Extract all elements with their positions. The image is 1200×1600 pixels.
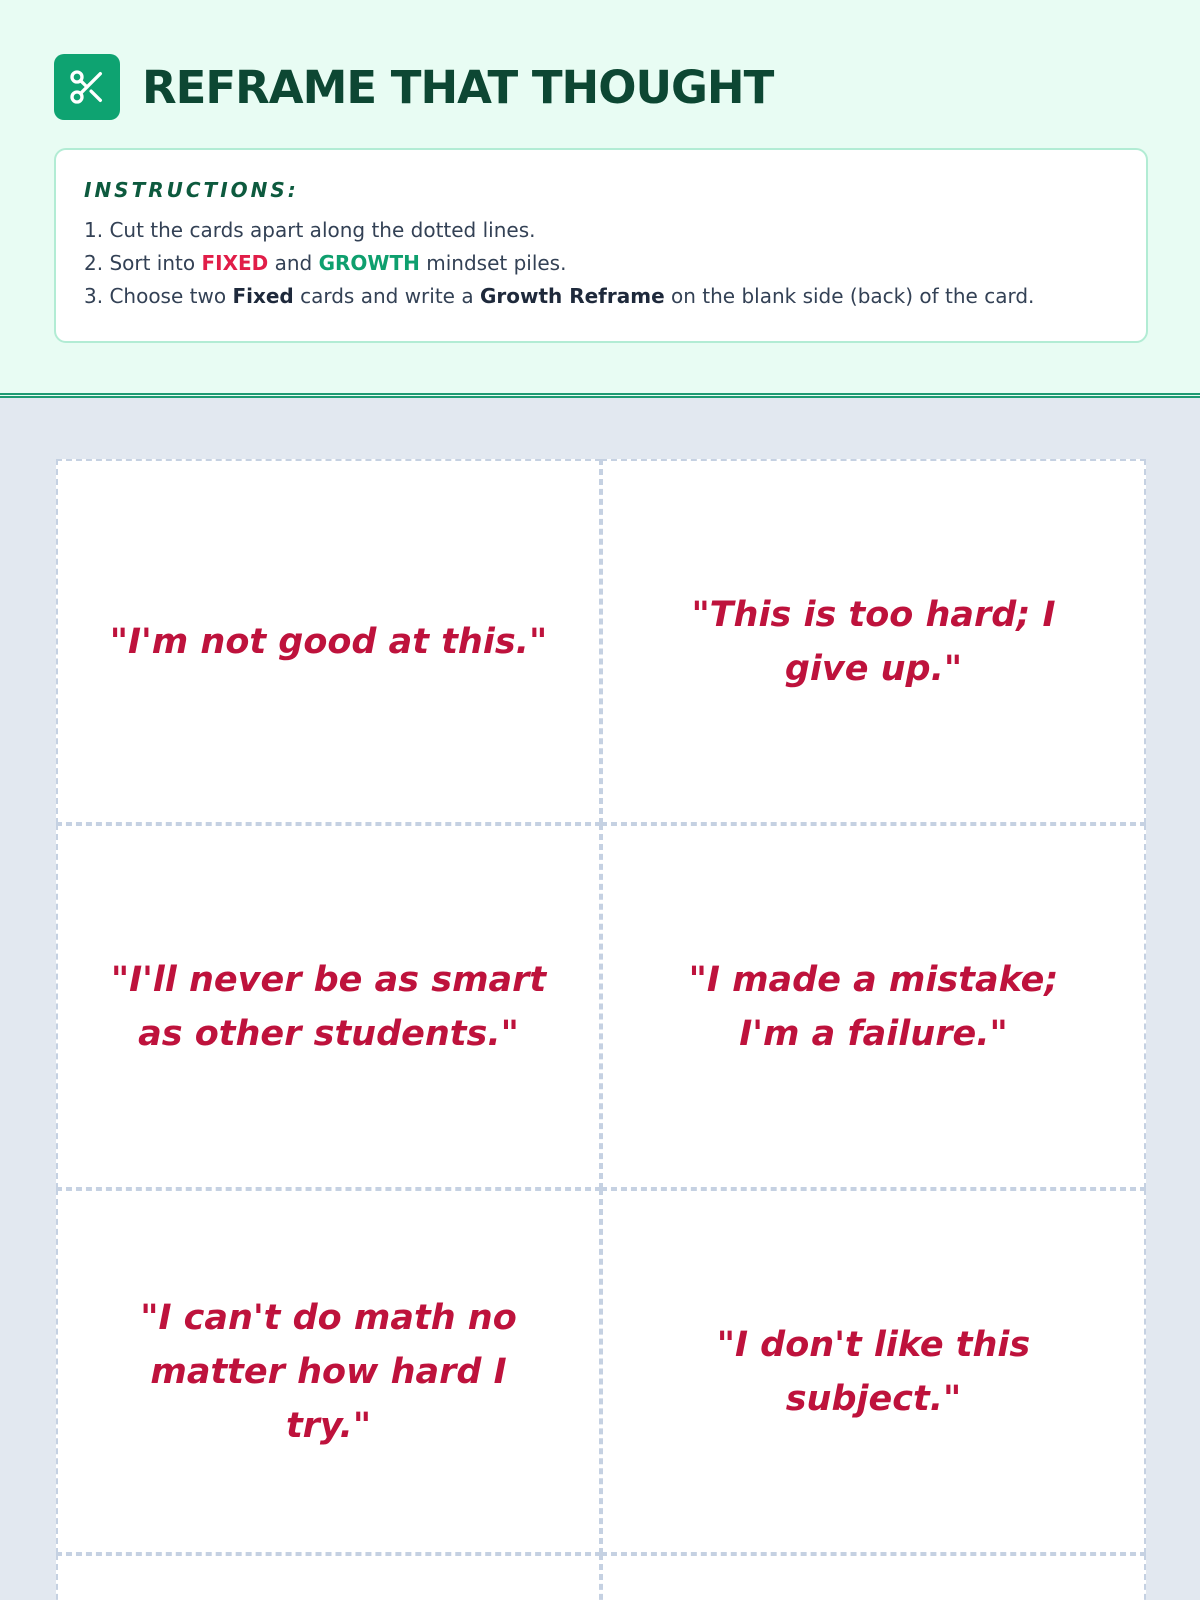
thought-card — [601, 1189, 1146, 1554]
thought-card — [56, 459, 601, 824]
card-text: "I'm not good at this." — [109, 621, 548, 662]
fixed-cards-term: Fixed — [232, 284, 294, 308]
instruction-step-3-mid: cards and write a — [293, 284, 480, 308]
thought-card — [56, 1189, 601, 1554]
card-text: "I can't do math no matter how hard I try." — [140, 1297, 517, 1446]
growth-reframe-term: Growth Reframe — [479, 284, 665, 308]
instruction-step-3-prefix: 3. Choose two — [84, 284, 233, 308]
thought-card — [601, 459, 1146, 824]
thought-card — [56, 824, 601, 1189]
instruction-step-2-prefix: 2. Sort into — [84, 251, 202, 275]
title-row — [54, 54, 773, 120]
instructions-box — [54, 148, 1148, 343]
instructions-heading: INSTRUCTIONS: — [84, 178, 299, 202]
instruction-step-2-suffix: mindset piles. — [419, 251, 567, 275]
thought-card — [56, 1554, 601, 1600]
instruction-step-3 — [84, 280, 1118, 313]
card-text: "This is too hard; I give up." — [691, 594, 1056, 689]
instruction-step-3-suffix: on the blank side (back) of the card. — [664, 284, 1035, 308]
card-text: "I don't like this subject." — [716, 1324, 1031, 1419]
fixed-keyword: FIXED — [201, 251, 269, 275]
page-title: REFRAME THAT THOUGHT — [142, 60, 774, 114]
scissors-icon — [54, 54, 120, 120]
thought-card — [601, 824, 1146, 1189]
instruction-step-2-and: and — [268, 251, 319, 275]
worksheet-header — [0, 0, 1200, 398]
thought-card — [601, 1554, 1146, 1600]
card-text: "I'll never be as smart as other students." — [110, 959, 547, 1054]
instruction-step-1-text: 1. Cut the cards apart along the dotted lines. — [84, 218, 536, 242]
card-text: "I made a mistake; I'm a failure." — [688, 959, 1059, 1054]
instruction-step-1 — [84, 214, 1118, 247]
growth-keyword: GROWTH — [318, 251, 420, 275]
card-grid — [56, 459, 1146, 1600]
instruction-step-2 — [84, 247, 1118, 280]
